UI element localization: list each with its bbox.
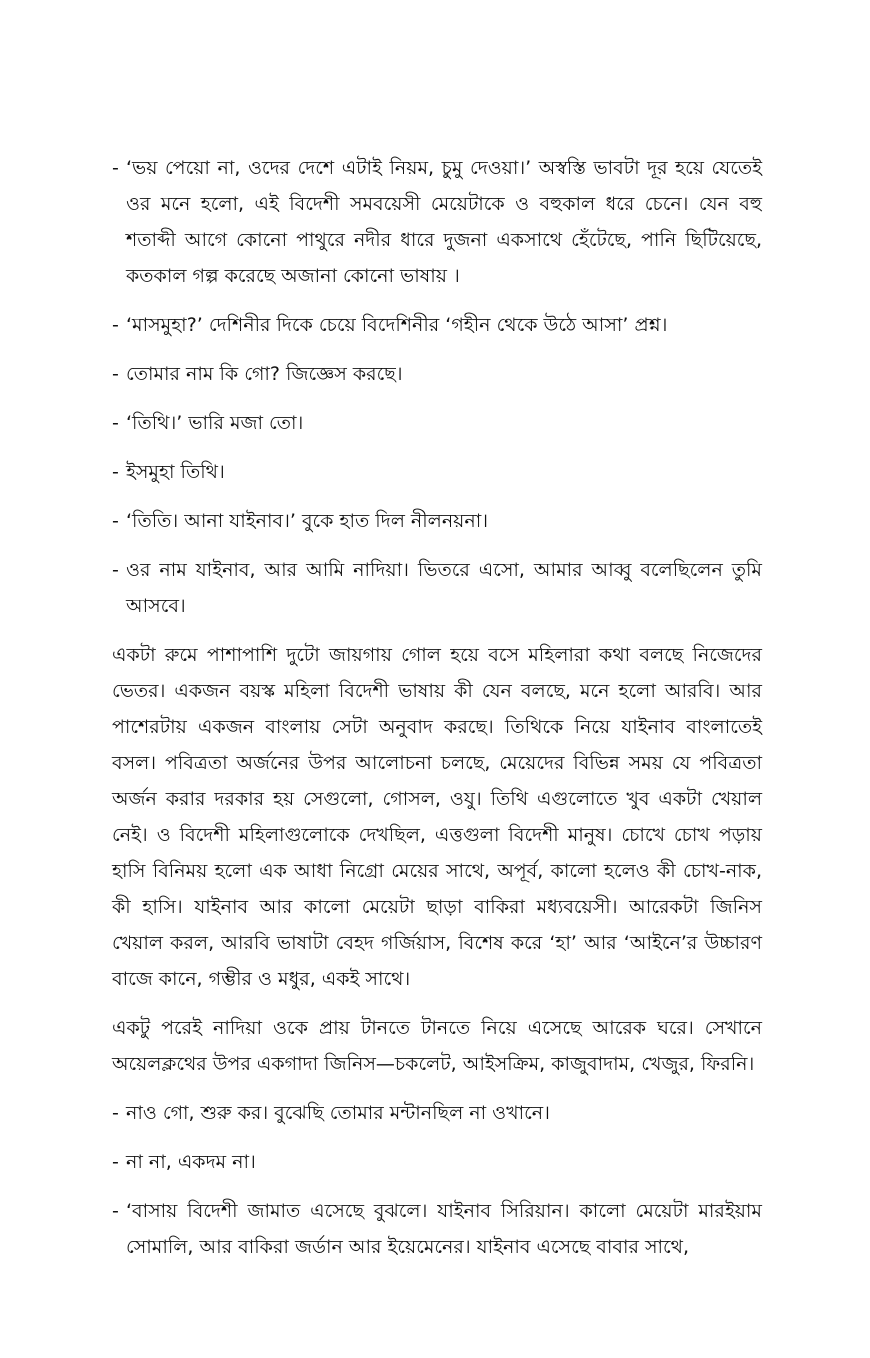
dialogue-dash: -	[112, 559, 119, 581]
dialogue-line	[112, 454, 762, 490]
dialogue-line	[112, 150, 762, 294]
dialogue-line	[112, 356, 762, 392]
page-text	[112, 150, 762, 1278]
dialogue-dash: -	[112, 363, 119, 385]
dialogue-line	[112, 1144, 762, 1180]
dialogue-text: ‘ভয় পেয়ো না, ওদের দেশে এটাই নিয়ম, চুমু দেওয়া।’ অস্বস্তি ভাবটা দূর হয়ে যেতেই ওর মনে হলো, এই বিদেশী সমবয়েসী মেয়েটাকে ও বহুকাল ধরে চেনে। যেন বহু শতাব্দী আগে কোনো পাথুরে নদীর ধারে দুজনা একসাথে হেঁটেছে, পানি ছিটিয়েছে, কতকাল গল্প করেছে অজানা কোনো ভাষায় ।	[126, 157, 762, 287]
dialogue-dash: -	[112, 412, 119, 434]
dialogue-text: ‘তিথি।’ ভারি মজা তো।	[126, 412, 304, 434]
dialogue-text: ‘বাসায় বিদেশী জামাত এসেছে বুঝলে। যাইনাব সিরিয়ান। কালো মেয়েটা মারইয়াম সোমালি, আর বাকিরা জর্ডান আর ইয়েমেনের। যাইনাব এসেছে বাবার সাথে,	[126, 1200, 762, 1258]
dialogue-text: ‘মাসমুহা?’ দেশিনীর দিকে চেয়ে বিদেশিনীর ‘গহীন থেকে উঠে আসা’ প্রশ্ন।	[126, 314, 668, 336]
dialogue-text: ইসমুহা তিথি।	[126, 461, 225, 483]
dialogue-line	[112, 1095, 762, 1131]
dialogue-text: নাও গো, শুরু কর। বুঝেছি তোমার মন্টানছিল না ওখানে।	[126, 1102, 550, 1124]
dialogue-text: ওর নাম যাইনাব, আর আমি নাদিয়া। ভিতরে এসো, আমার আব্বু বলেছিলেন তুমি আসবে।	[126, 559, 762, 617]
dialogue-dash: -	[112, 1200, 119, 1222]
dialogue-line	[112, 1193, 762, 1265]
dialogue-line	[112, 307, 762, 343]
dialogue-dash: -	[112, 157, 119, 179]
dialogue-line	[112, 405, 762, 441]
dialogue-dash: -	[112, 1151, 119, 1173]
dialogue-text: তোমার নাম কি গো? জিজ্ঞেস করছে।	[126, 363, 403, 385]
dialogue-line	[112, 552, 762, 624]
dialogue-dash: -	[112, 461, 119, 483]
narrative-paragraph: একটু পরেই নাদিয়া ওকে প্রায় টানতে টানতে নিয়ে এসেছে আরেক ঘরে। সেখানে অয়েলক্লথের উপর একগাদা জিনিস—চকলেট, আইসক্রিম, কাজুবাদাম, খেজুর, ফিরনি।	[112, 1017, 762, 1075]
dialogue-line	[112, 503, 762, 539]
dialogue-dash: -	[112, 314, 119, 336]
narrative-paragraph: একটা রুমে পাশাপাশি দুটো জায়গায় গোল হয়ে বসে মহিলারা কথা বলছে নিজেদের ভেতর। একজন বয়স্ক মহিলা বিদেশী ভাষায় কী যেন বলছে, মনে হলো আরবি। আর পাশেরটায় একজন বাংলায় সেটা অনুবাদ করছে। তিথিকে নিয়ে যাইনাব বাংলাতেই বসল। পবিত্রতা অর্জনের উপর আলোচনা চলছে, মেয়েদের বিভিন্ন সময় যে পবিত্রতা অর্জন করার দরকার হয় সেগুলো, গোসল, ওযু। তিথি এগুলোতে খুব একটা খেয়াল নেই। ও বিদেশী মহিলাগুলোকে দেখছিল, এত্তগুলা বিদেশী মানুষ। চোখে চোখ পড়ায় হাসি বিনিময় হলো এক আধা নিগ্রো মেয়ের সাথে, অপূর্ব, কালো হলেও কী চোখ-নাক, কী হাসি। যাইনাব আর কালো মেয়েটা ছাড়া বাকিরা মধ্যবয়েসী। আরেকটা জিনিস খেয়াল করল, আরবি ভাষাটা বেহদ গর্জিয়াস, বিশেষ করে ‘হা’ আর ‘আইনে’র উচ্চারণ বাজে কানে, গম্ভীর ও মধুর, একই সাথে।	[112, 644, 762, 990]
dialogue-text: না না, একদম না।	[126, 1151, 256, 1173]
dialogue-text: ‘তিতি। আনা যাইনাব।’ বুকে হাত দিল নীলনয়না।	[126, 510, 489, 532]
dialogue-dash: -	[112, 510, 119, 532]
dialogue-dash: -	[112, 1102, 119, 1124]
